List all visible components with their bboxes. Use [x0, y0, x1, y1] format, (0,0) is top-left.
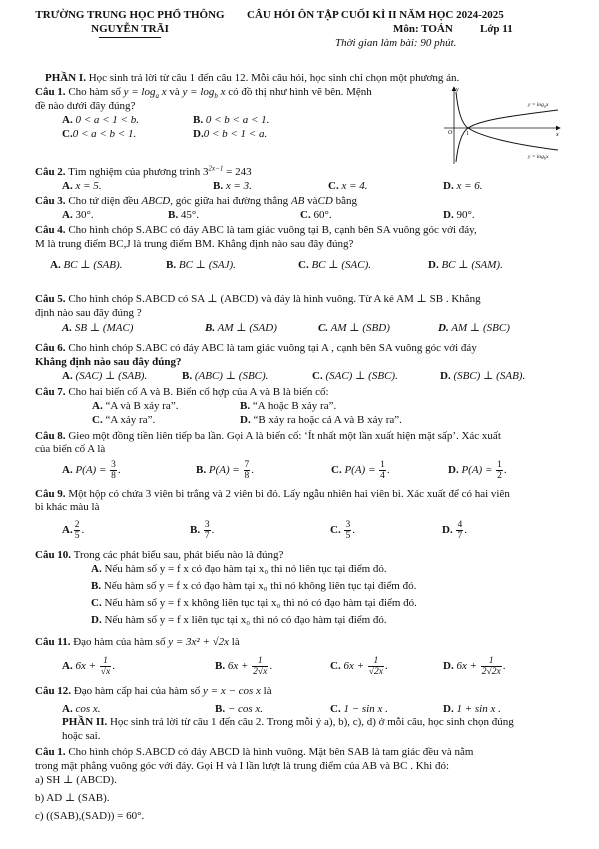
option-text: (SAC) ⊥ (SAB).	[75, 370, 148, 382]
option-letter: C.	[300, 209, 311, 221]
q3-option-a[interactable]	[62, 209, 94, 222]
q8-line1	[35, 430, 501, 443]
q9-label: Câu 9.	[35, 488, 66, 500]
q2-base: 3	[203, 166, 209, 178]
option-text: cos x.	[75, 703, 101, 715]
q9-option-d[interactable]: D. $\frac{4}{7}$ .	[442, 520, 467, 541]
part2-line2: hoặc sai.	[62, 730, 101, 742]
q7-text: Cho hai biến cố A và B. Biến cố hợp của A và B là biến cố:	[65, 386, 329, 398]
numerator: 3	[111, 460, 116, 470]
q1-func-b-base: b	[214, 92, 218, 101]
denominator: 2	[497, 471, 502, 481]
option-letter: A.	[50, 259, 61, 271]
option-letter: B.	[196, 464, 207, 477]
q1-option-b[interactable]	[193, 114, 269, 127]
q3-abcd: ABCD	[141, 195, 171, 207]
q12-la: là	[260, 685, 272, 697]
numerator: 1	[497, 460, 502, 470]
q4-option-d[interactable]	[428, 259, 503, 272]
q11-option-c[interactable]: C. 6x + $\frac{1}{√2x}$ .	[330, 656, 388, 677]
fraction	[204, 520, 211, 541]
option-text: 90°.	[456, 209, 475, 221]
numerator: 4	[457, 520, 463, 530]
option-text: “B xảy ra hoặc cả A và B xảy ra”.	[253, 414, 402, 426]
option-text: 60°.	[313, 209, 332, 221]
q3-text: Cho tứ diện đều	[65, 195, 142, 207]
option-text: “A hoặc B xảy ra”.	[252, 400, 337, 412]
q4-option-c[interactable]	[298, 259, 371, 272]
q11-stem	[35, 636, 240, 649]
option-text: 6x +	[75, 660, 99, 673]
denominator: √2x	[368, 667, 383, 677]
p2q1-item-a[interactable]: a) SH ⊥ (ABCD).	[35, 774, 117, 786]
q5-option-a[interactable]	[62, 322, 133, 335]
option-letter: D.	[240, 414, 251, 426]
option-letter: C.	[298, 259, 309, 271]
p2q1-label: Câu 1.	[35, 746, 66, 758]
graph-label-b: $y = \log_bx$	[528, 154, 549, 161]
option-text: − cos x.	[227, 703, 264, 715]
option-letter: D.	[440, 370, 451, 382]
grade-label: Lớp 11	[480, 23, 513, 35]
q9-option-c[interactable]: C. $\frac{3}{5}$ .	[330, 520, 355, 541]
q8-option-c[interactable]: C. P(A) = $\frac{1}{4}$ .	[331, 460, 390, 481]
q10-label: Câu 10.	[35, 549, 72, 561]
option-letter: D.	[91, 614, 102, 626]
option-text: SB ⊥ (MAC)	[74, 322, 134, 334]
part2-line1	[62, 716, 514, 729]
q3-option-d[interactable]	[443, 209, 475, 222]
q2-option-a[interactable]	[62, 180, 102, 193]
q5-option-b[interactable]	[205, 322, 277, 335]
option-text: x = 4.	[341, 180, 368, 192]
part2-heading: PHẦN II.	[62, 716, 108, 728]
q11-option-b[interactable]: B. 6x + $\frac{1}{2√x}$ .	[215, 656, 273, 677]
q3-stem	[35, 195, 357, 208]
option-text: P(A) =	[344, 464, 379, 477]
part1-text: Học sinh trả lời từ câu 1 đến câu 12. Mỗi câu hỏi, học sinh chỉ chọn một phương án.	[85, 72, 460, 84]
option-letter: A.	[62, 660, 73, 673]
q3-ab: AB	[290, 195, 305, 207]
q12-option-c[interactable]	[330, 703, 388, 716]
q2-option-d[interactable]	[443, 180, 483, 193]
option-letter: B.	[91, 580, 102, 592]
q10-text: Trong các phát biểu sau, phát biểu nào là đúng?	[71, 549, 284, 561]
school-name-line1: TRƯỜNG TRUNG HỌC PHỔ THÔNG	[35, 9, 225, 21]
graph-x-label: x	[556, 132, 559, 138]
option-letter: D.	[442, 524, 453, 537]
q5-option-c[interactable]	[318, 322, 390, 335]
q9-line2: bi khác màu là	[35, 501, 100, 513]
graph-curve-b	[456, 92, 558, 150]
graph-one: 1	[466, 131, 469, 137]
subject-label: Môn: TOÁN	[393, 23, 453, 35]
q1-func-b: y = log	[182, 86, 215, 98]
option-text: x = 3.	[225, 180, 252, 192]
q12-option-d[interactable]	[443, 703, 501, 716]
q2-exponent: 2x−1	[208, 164, 224, 173]
q8-text: Gieo một đồng tiền liên tiếp ba lần. Gọi A là biến cố: ‘Ít nhất một lần xuất hiện mặt sấp’. Xác xuất	[65, 430, 501, 442]
option-text: (ABC) ⊥ (SBC).	[194, 370, 269, 382]
q6-line1	[35, 342, 477, 355]
q5-label: Câu 5.	[35, 293, 66, 305]
option-letter: C.	[318, 322, 329, 334]
q11-la: là	[229, 636, 240, 648]
q2-label: Câu 2.	[35, 166, 66, 178]
option-letter: C.	[328, 180, 339, 192]
option-text: BC ⊥ (SAB).	[63, 259, 123, 271]
q4-line2: M là trung điểm BC,J là trung điểm BM. Khẳng định nào sau đây đúng?	[35, 238, 354, 250]
p2q1-text: Cho hình chóp S.ABCD có đáy ABCD là hình vuông. Mặt bên SAB là tam giác đều và nằm	[65, 746, 474, 758]
option-text: P(A) =	[461, 464, 496, 477]
q1-func-b-x: x	[217, 86, 226, 98]
q2-option-c[interactable]	[328, 180, 368, 193]
numerator: 3	[345, 520, 351, 530]
q8-line2: của biến cố A là	[35, 443, 106, 455]
q1-option-d[interactable]	[193, 128, 267, 141]
option-letter: B.	[193, 114, 204, 126]
option-letter: D.	[443, 180, 454, 192]
q5-line2: định nào sau đây đúng ?	[35, 307, 142, 319]
q5-text: Cho hình chóp S.ABCD có SA ⊥ (ABCD) và đáy là hình vuông. Từ A kẻ AM ⊥ SB . Khẳng	[65, 293, 481, 305]
fraction	[252, 656, 268, 677]
option-letter: B.	[166, 259, 177, 271]
header-underline	[99, 37, 161, 38]
fraction	[456, 520, 463, 541]
option-text: (SAC) ⊥ (SBC).	[325, 370, 398, 382]
option-text: Nếu hàm số y = f x liên tục tại x₀ thì nó có đạo hàm tại điểm đó.	[101, 614, 387, 626]
q10-option-a[interactable]	[91, 563, 387, 576]
q1-line1	[35, 86, 372, 99]
graph-y-label: y	[456, 87, 459, 93]
q1-func-a: y = log	[123, 86, 156, 98]
option-letter: B.	[215, 660, 226, 673]
option-letter: D.	[193, 128, 204, 140]
option-text: AM ⊥ (SBD)	[330, 322, 390, 334]
option-letter: C.	[92, 414, 103, 426]
school-name-line2: NGUYỄN TRÃI	[91, 23, 169, 35]
q12-function: y = x − cos x	[203, 685, 261, 697]
option-letter: A.	[62, 180, 73, 192]
option-letter: D.	[448, 464, 459, 477]
option-text: BC ⊥ (SAC).	[311, 259, 371, 271]
q3-label: Câu 3.	[35, 195, 66, 207]
q8-option-b[interactable]: B. P(A) = $\frac{7}{8}$ .	[196, 460, 255, 481]
q1-text2: có đồ thị như hình vẽ bên. Mệnh	[225, 86, 372, 98]
q12-option-a[interactable]	[62, 703, 101, 716]
q9-text: Một hộp có chứa 3 viên bi trắng và 2 viên bi đỏ. Lấy ngẫu nhiên hai viên bi. Xác xuất để có hai viên	[65, 488, 510, 500]
numerator: 1	[252, 656, 268, 667]
part2-text: Học sinh trả lời từ câu 1 đến câu 2. Trong mỗi ý a), b), c), d) ở mỗi câu, học sinh chọn đúng	[107, 716, 514, 728]
fraction	[368, 656, 384, 677]
denominator: 2√2x	[481, 667, 501, 677]
option-text: P(A) =	[75, 464, 110, 477]
fraction	[481, 656, 502, 677]
option-text: BC ⊥ (SAM).	[441, 259, 503, 271]
q6-option-b[interactable]	[182, 370, 268, 383]
option-letter: A.	[62, 524, 73, 537]
q3-cd: CD	[317, 195, 333, 207]
q1-func-a-base: a	[155, 92, 159, 101]
option-text: “A xảy ra”.	[105, 414, 156, 426]
q10-option-c[interactable]	[91, 597, 417, 610]
part1-heading: PHẦN I.	[45, 72, 86, 84]
option-letter: C.	[62, 128, 73, 140]
q7-option-a[interactable]	[92, 400, 178, 413]
fraction	[496, 460, 503, 481]
p2q1-line1	[35, 746, 473, 759]
q6-text: Cho hình chóp S.ABC có đáy ABC là tam giác vuông tại A , cạnh bên SA vuông góc với đáy	[65, 342, 477, 354]
q10-option-b[interactable]	[91, 580, 416, 593]
q9-option-b[interactable]: B. $\frac{3}{7}$ .	[190, 520, 215, 541]
option-letter: C.	[331, 464, 342, 477]
q1-text: Cho hàm số	[65, 86, 124, 98]
q5-line1	[35, 293, 481, 306]
option-letter: D.	[428, 259, 439, 271]
denominator: √x	[100, 667, 111, 677]
q6-option-a[interactable]	[62, 370, 147, 383]
option-text: 0 < b < 1 < a.	[203, 128, 268, 140]
q11-function: y = 3x² + √2x	[168, 636, 230, 648]
option-letter: B.	[240, 400, 251, 412]
q6-line2: Khẳng định nào sau đây đúng?	[35, 356, 182, 368]
p2q1-line2: trong mặt phẳng vuông góc với đáy. Gọi H và I lần lượt là trung điểm của AB và BC . Khi đó:	[35, 760, 450, 772]
numerator: 1	[368, 656, 384, 667]
q8-option-a[interactable]: A. P(A) = $\frac{3}{8}$ .	[62, 460, 121, 481]
option-letter: A.	[62, 464, 73, 477]
fraction	[344, 520, 351, 541]
option-letter: A.	[62, 209, 73, 221]
option-letter: C.	[312, 370, 323, 382]
option-letter: B.	[168, 209, 179, 221]
option-letter: D.	[443, 209, 454, 221]
q1-func-a-x: x	[159, 86, 167, 98]
option-text: AM ⊥ (SAD)	[217, 322, 277, 334]
q11-label: Câu 11.	[35, 636, 71, 648]
q1-option-a[interactable]	[62, 114, 139, 127]
option-text: Nếu hàm số y = f x có đạo hàm tại x₀ thì nó không liên tục tại điểm đó.	[101, 580, 417, 592]
option-text: 6x +	[456, 660, 480, 673]
q6-option-c[interactable]	[312, 370, 398, 383]
q3-option-b[interactable]	[168, 209, 199, 222]
option-letter: A.	[62, 322, 73, 334]
option-text: AM ⊥ (SBC)	[451, 322, 510, 334]
q12-option-b[interactable]	[215, 703, 263, 716]
denominator: 5	[74, 531, 80, 541]
q4-line1	[35, 224, 477, 237]
option-letter: B.	[213, 180, 224, 192]
option-text: “A và B xảy ra”.	[105, 400, 179, 412]
option-text: 45°.	[180, 209, 199, 221]
option-letter: C.	[91, 597, 102, 609]
option-text: 6x +	[343, 660, 367, 673]
option-letter: C.	[330, 703, 341, 715]
fraction	[100, 656, 111, 677]
option-letter: B.	[182, 370, 193, 382]
option-letter: C.	[330, 660, 341, 673]
time-label: Thời gian làm bài: 90 phút.	[335, 37, 457, 49]
q3-option-c[interactable]	[300, 209, 332, 222]
q2-eq: = 243	[223, 166, 252, 178]
option-text: 6x +	[227, 660, 252, 673]
numerator: 7	[244, 460, 250, 470]
q6-option-d[interactable]	[440, 370, 525, 383]
q12-text: Đạo hàm cấp hai của hàm số	[71, 685, 204, 697]
q7-label: Câu 7.	[35, 386, 66, 398]
q12-label: Câu 12.	[35, 685, 72, 697]
part1-instruction	[45, 72, 459, 85]
denominator: 8	[111, 471, 116, 481]
q2-stem	[35, 166, 252, 179]
p2q1-item-b[interactable]: b) AD ⊥ (SAB).	[35, 792, 110, 804]
option-letter: D.	[438, 322, 449, 334]
option-text: 1 − sin x .	[343, 703, 388, 715]
q11-text: Đạo hàm của hàm số	[70, 636, 169, 648]
q1-log-graph	[440, 84, 564, 166]
option-text: x = 6.	[456, 180, 483, 192]
denominator: 4	[380, 471, 385, 481]
q3-and: và	[304, 195, 318, 207]
option-letter: D.	[443, 660, 454, 673]
q2-text: Tìm nghiệm của phương trình	[65, 166, 204, 178]
q1-line2: đề nào dưới đây đúng?	[35, 100, 136, 112]
option-text: 0 < a < 1 < b.	[75, 114, 139, 126]
q9-option-a[interactable]: A. $\frac{2}{5}$ .	[62, 520, 85, 541]
option-letter: B.	[215, 703, 226, 715]
option-letter: B.	[190, 524, 201, 537]
q3-text2: , góc giữa hai đường thẳng	[170, 195, 291, 207]
fraction	[244, 460, 251, 481]
option-text: Nếu hàm số y = f x không liên tục tại x₀ thì nó có đạo hàm tại điểm đó.	[101, 597, 417, 609]
option-text: 1 + sin x .	[456, 703, 501, 715]
q8-option-d[interactable]: D. P(A) = $\frac{1}{2}$ .	[448, 460, 507, 481]
q11-option-a[interactable]: A. 6x + $\frac{1}{√x}$ .	[62, 656, 115, 677]
option-letter: A.	[62, 114, 73, 126]
q4-text: Cho hình chóp S.ABC có đáy ABC là tam giác vuông tại B, cạnh bên SA vuông góc với đáy,	[65, 224, 477, 236]
q11-option-d[interactable]: D. 6x + $\frac{1}{2√2x}$ .	[443, 656, 506, 677]
p2q1-item-c[interactable]: c) ((SAB),(SAD)) = 60°.	[35, 810, 145, 822]
option-letter: A.	[91, 563, 102, 575]
exam-title: CÂU HỎI ÔN TẬP CUỐI KÌ II NĂM HỌC 2024-2025	[247, 9, 504, 21]
denominator: 7	[457, 531, 463, 541]
q2-option-b[interactable]	[213, 180, 252, 193]
option-text: BC ⊥ (SAJ).	[178, 259, 236, 271]
q7-stem	[35, 386, 329, 399]
numerator: 1	[380, 460, 385, 470]
option-text: 0 < b < a < 1.	[205, 114, 270, 126]
q4-option-b[interactable]	[166, 259, 236, 272]
denominator: 7	[204, 531, 210, 541]
option-letter: D.	[443, 703, 454, 715]
option-letter: B.	[205, 322, 216, 334]
fraction	[110, 460, 117, 481]
option-text: (SBC) ⊥ (SAB).	[453, 370, 526, 382]
option-text: Nếu hàm số y = f x có đạo hàm tại x₀ thì nó liên tục tại điểm đó.	[101, 563, 387, 575]
fraction	[379, 460, 386, 481]
q8-label: Câu 8.	[35, 430, 66, 442]
q12-stem	[35, 685, 272, 698]
q1-label: Câu 1.	[35, 86, 66, 98]
denominator: 2√x	[253, 667, 268, 677]
q5-option-d[interactable]	[438, 322, 510, 335]
q10-option-d[interactable]	[91, 614, 387, 627]
q4-option-a[interactable]	[50, 259, 122, 272]
q7-option-b[interactable]	[240, 400, 336, 413]
option-text: x = 5.	[75, 180, 102, 192]
option-letter: C.	[330, 524, 341, 537]
option-letter: A.	[62, 703, 73, 715]
q9-line1	[35, 488, 510, 501]
q10-stem	[35, 549, 283, 562]
denominator: 5	[345, 531, 351, 541]
numerator: 2	[74, 520, 80, 530]
option-letter: A.	[92, 400, 103, 412]
numerator: 1	[100, 656, 111, 667]
option-letter: A.	[62, 370, 73, 382]
q6-label: Câu 6.	[35, 342, 66, 354]
q1-option-c[interactable]	[62, 128, 136, 141]
q7-option-c[interactable]	[92, 414, 155, 427]
option-text: P(A) =	[208, 464, 243, 477]
q4-label: Câu 4.	[35, 224, 66, 236]
q7-option-d[interactable]	[240, 414, 402, 427]
q3-text3: bằng	[332, 195, 357, 207]
denominator: 8	[244, 471, 250, 481]
fraction	[74, 520, 81, 541]
graph-label-a: $y = \log_ax$	[528, 102, 549, 109]
option-text: 30°.	[75, 209, 94, 221]
option-text: 0 < a < b < 1.	[72, 128, 137, 140]
graph-origin: O	[448, 130, 453, 136]
q1-and: và	[166, 86, 183, 98]
numerator: 1	[481, 656, 502, 667]
numerator: 3	[204, 520, 210, 530]
